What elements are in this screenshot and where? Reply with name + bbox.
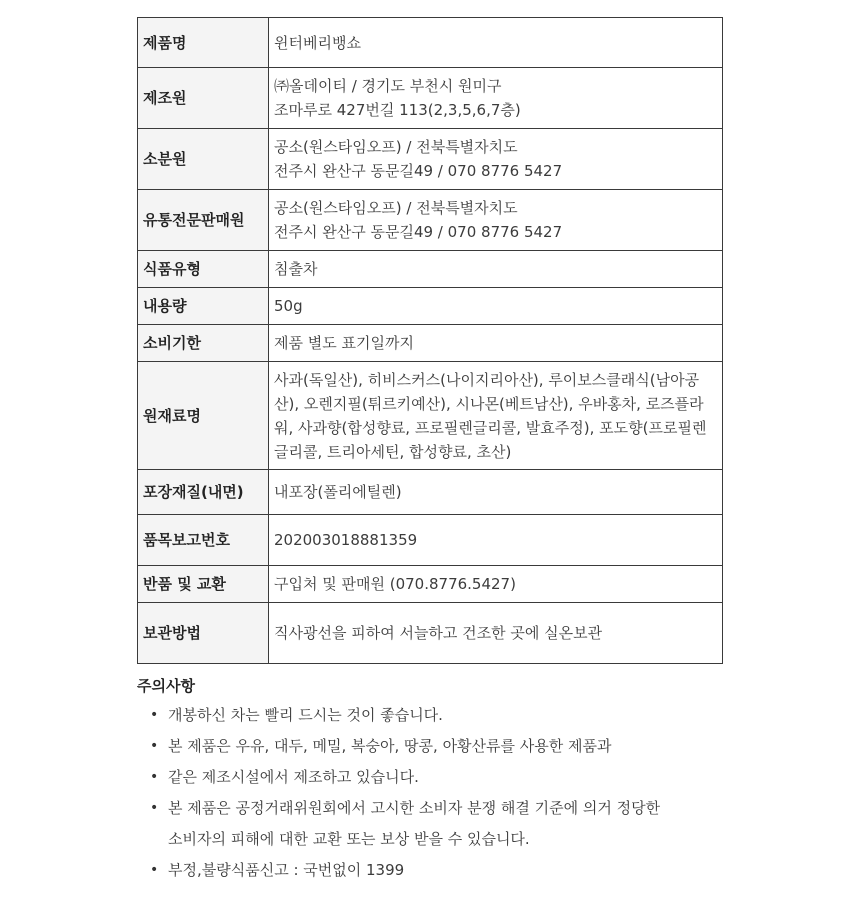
bullet-icon: •	[150, 769, 159, 785]
note-line: 본 제품은 우유, 대두, 메밀, 복숭아, 땅콩, 아황산류를 사용한 제품과	[168, 737, 612, 755]
row-label: 제조원	[138, 68, 269, 129]
bullet-icon: •	[150, 707, 159, 723]
row-label: 포장재질(내면)	[138, 470, 269, 515]
bullet-icon: •	[150, 800, 159, 816]
value-line: 전주시 완산구 동문길49 / 070 8776 5427	[274, 223, 563, 241]
note-line: 개봉하신 차는 빨리 드시는 것이 좋습니다.	[168, 706, 443, 724]
value-line: 침출차	[274, 260, 318, 278]
row-value	[269, 190, 723, 251]
table-row	[138, 603, 723, 664]
row-label: 식품유형	[138, 251, 269, 288]
value-line: 글리콜, 트리아세틴, 합성향료, 초산)	[274, 442, 512, 461]
row-value	[269, 515, 723, 566]
caution-section	[137, 672, 757, 886]
row-label: 보관방법	[138, 603, 269, 664]
table-row	[138, 515, 723, 566]
row-value	[269, 251, 723, 288]
value-line: 산), 오렌지필(튀르키예산), 시나몬(베트남산), 우바홍차, 로즈플라	[274, 394, 704, 413]
table-row	[138, 129, 723, 190]
row-value	[269, 566, 723, 603]
value-line: 직사광선을 피하여 서늘하고 건조한 곳에 실온보관	[274, 624, 603, 642]
table-row	[138, 251, 723, 288]
row-label: 원재료명	[138, 362, 269, 470]
value-line: 전주시 완산구 동문길49 / 070 8776 5427	[274, 162, 563, 180]
row-value	[269, 129, 723, 190]
row-label: 유통전문판매원	[138, 190, 269, 251]
row-value	[269, 18, 723, 68]
table-row	[138, 288, 723, 325]
value-line: 202003018881359	[274, 531, 418, 549]
value-line: 공소(원스타임오프) / 전북특별자치도	[274, 138, 518, 156]
table-row	[138, 470, 723, 515]
product-info-table	[137, 17, 723, 664]
row-value	[269, 470, 723, 515]
row-value	[269, 603, 723, 664]
table-row	[138, 68, 723, 129]
value-line: 사과(독일산), 히비스커스(나이지리아산), 루이보스클래식(남아공	[274, 370, 700, 389]
list-item	[137, 855, 757, 886]
note-line: 소비자의 피해에 대한 교환 또는 보상 받을 수 있습니다.	[168, 830, 530, 848]
row-value	[269, 362, 723, 470]
value-line: 50g	[274, 297, 303, 315]
list-item	[137, 793, 757, 855]
caution-title: 주의사항	[137, 677, 195, 695]
list-item	[137, 762, 757, 793]
value-line: 워, 사과향(합성향료, 프로필렌글리콜, 발효주정), 포도향(프로필렌	[274, 418, 707, 437]
table-row	[138, 362, 723, 470]
value-line: ㈜올데이티 / 경기도 부천시 원미구	[274, 77, 502, 95]
value-line: 제품 별도 표기일까지	[274, 334, 414, 352]
row-label: 반품 및 교환	[138, 566, 269, 603]
note-line: 본 제품은 공정거래위원회에서 고시한 소비자 분쟁 해결 기준에 의거 정당한	[168, 799, 661, 817]
table-row	[138, 18, 723, 68]
value-line: 조마루로 427번길 113(2,3,5,6,7층)	[274, 101, 521, 119]
caution-list	[137, 700, 757, 886]
bullet-icon: •	[150, 862, 159, 878]
row-label: 내용량	[138, 288, 269, 325]
row-value	[269, 325, 723, 362]
row-label: 소분원	[138, 129, 269, 190]
value-line: 구입처 및 판매원 (070.8776.5427)	[274, 575, 516, 593]
table-row	[138, 325, 723, 362]
table-row	[138, 566, 723, 603]
value-line: 윈터베리뱅쇼	[274, 33, 361, 52]
bullet-icon: •	[150, 738, 159, 754]
row-label: 제품명	[138, 18, 269, 68]
list-item	[137, 700, 757, 731]
row-value	[269, 288, 723, 325]
row-label: 품목보고번호	[138, 515, 269, 566]
note-line: 같은 제조시설에서 제조하고 있습니다.	[168, 768, 419, 786]
table-row	[138, 190, 723, 251]
list-item	[137, 731, 757, 762]
row-label: 소비기한	[138, 325, 269, 362]
value-line: 공소(원스타임오프) / 전북특별자치도	[274, 199, 518, 217]
note-line: 부정,불량식품신고 : 국번없이 1399	[168, 861, 405, 879]
value-line: 내포장(폴리에틸렌)	[274, 483, 402, 501]
row-value	[269, 68, 723, 129]
